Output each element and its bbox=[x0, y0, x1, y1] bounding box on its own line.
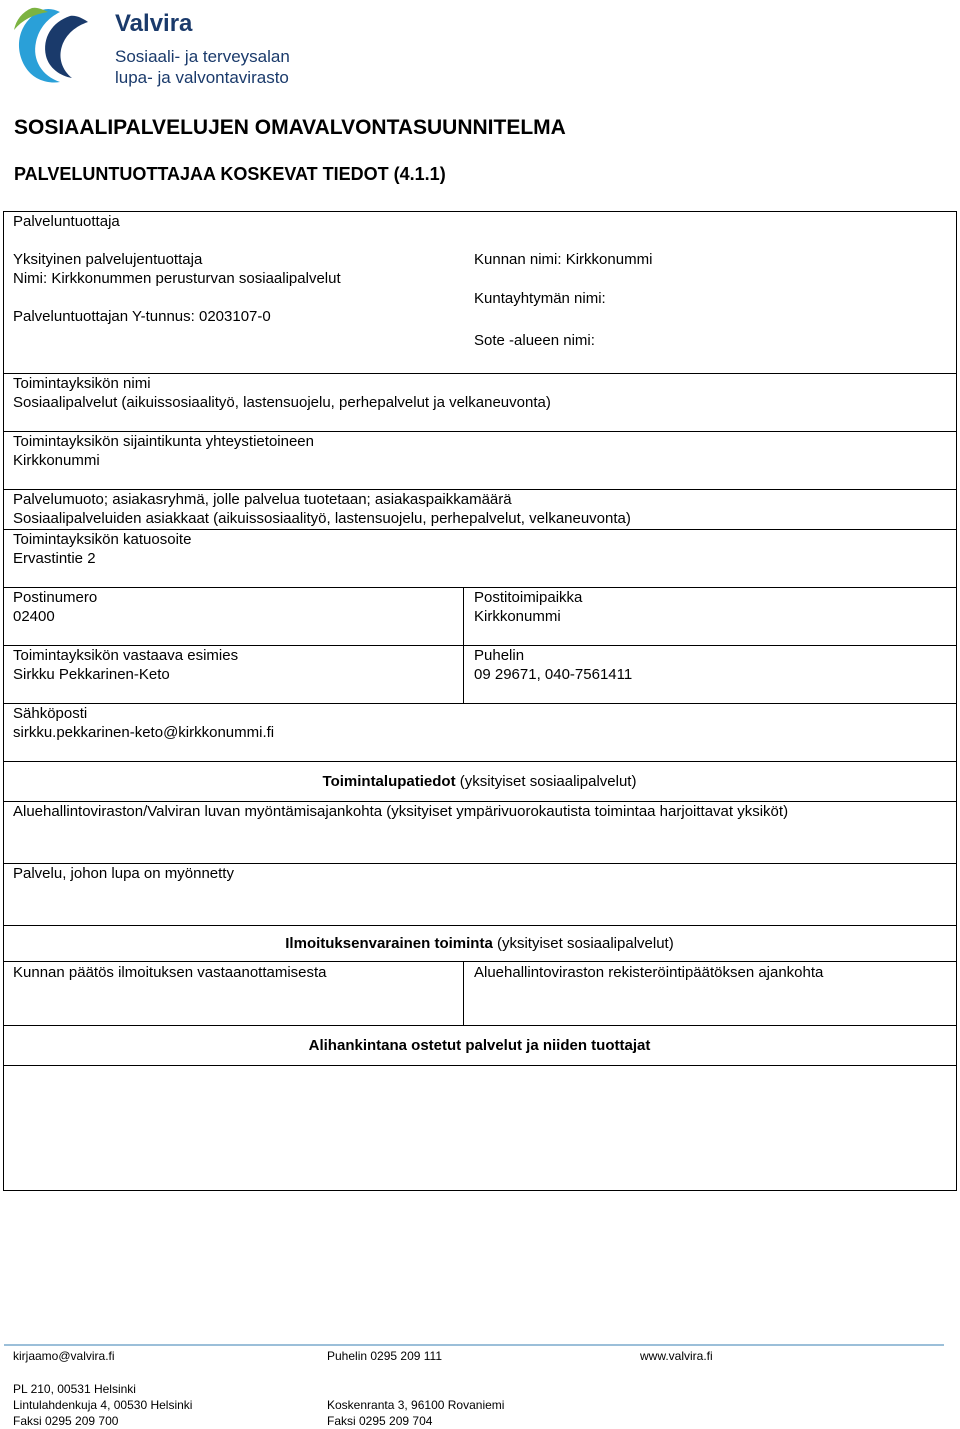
row-divider bbox=[3, 1065, 957, 1066]
street-label: Toimintayksikön katuosoite bbox=[13, 531, 192, 548]
manager-value: Sirkku Pekkarinen-Keto bbox=[13, 666, 170, 683]
street-value: Ervastintie 2 bbox=[13, 550, 96, 567]
phone-value: 09 29671, 040-7561411 bbox=[474, 666, 633, 683]
logo-subtitle bbox=[115, 46, 290, 88]
sote-area-name: Sote -alueen nimi: bbox=[474, 332, 595, 349]
unit-location-value: Kirkkonummi bbox=[13, 452, 100, 469]
footer-rovaniemi-fax: Faksi 0295 209 704 bbox=[327, 1414, 433, 1428]
row-divider bbox=[3, 1025, 957, 1026]
postcode-label: Postinumero bbox=[13, 589, 98, 606]
logo-line-1: Sosiaali- ja terveysalan bbox=[115, 47, 290, 66]
regional-decision-label: Aluehallintoviraston rekisteröintipäätöksen ajankohta bbox=[474, 964, 824, 981]
provider-name: Nimi: Kirkkonummen perusturvan sosiaalipalvelut bbox=[13, 270, 341, 287]
column-divider bbox=[463, 961, 464, 1025]
license-heading-bold: Toimintalupatiedot bbox=[322, 773, 456, 790]
email-label: Sähköposti bbox=[13, 705, 88, 722]
postoffice-label: Postitoimipaikka bbox=[474, 589, 583, 606]
row-divider bbox=[3, 961, 957, 962]
footer-helsinki-address: Lintulahdenkuja 4, 00530 Helsinki bbox=[13, 1398, 193, 1412]
license-date-label: Aluehallintoviraston/Valviran luvan myöntämisajankohta (yksityiset ympärivuorokautista toimintaa harjoittavat yksiköt) bbox=[13, 803, 789, 820]
subcontract-heading: Alihankintana ostetut palvelut ja niiden tuottajat bbox=[308, 1037, 651, 1054]
joint-authority-name: Kuntayhtymän nimi: bbox=[474, 290, 606, 307]
section-title: PALVELUNTUOTTAJAA KOSKEVAT TIEDOT (4.1.1) bbox=[14, 164, 446, 184]
postcode-value: 02400 bbox=[13, 608, 55, 625]
provider-type: Yksityinen palvelujentuottaja bbox=[13, 251, 203, 268]
provider-business-id: Palveluntuottajan Y-tunnus: 0203107-0 bbox=[13, 308, 271, 325]
service-value: Sosiaalipalveluiden asiakkaat (aikuissosiaalityö, lastensuojelu, perhepalvelut, velkaneuvonta) bbox=[13, 510, 631, 527]
provider-heading: Palveluntuottaja bbox=[13, 213, 120, 230]
footer-rovaniemi-address: Koskenranta 3, 96100 Rovaniemi bbox=[327, 1398, 505, 1412]
row-divider bbox=[3, 703, 957, 704]
valvira-logo bbox=[12, 6, 302, 86]
unit-name-value: Sosiaalipalvelut (aikuissosiaalityö, lastensuojelu, perhepalvelut ja velkaneuvonta) bbox=[13, 394, 551, 411]
manager-label: Toimintayksikön vastaava esimies bbox=[13, 647, 239, 664]
notice-heading-bold: Ilmoituksenvarainen toiminta bbox=[285, 935, 493, 952]
service-label: Palvelumuoto; asiakasryhmä, jolle palvelua tuotetaan; asiakaspaikkamäärä bbox=[13, 491, 512, 508]
footer-divider bbox=[4, 1344, 944, 1346]
unit-name-label: Toimintayksikön nimi bbox=[13, 375, 151, 392]
notice-heading bbox=[3, 934, 956, 953]
footer-phone: Puhelin 0295 209 111 bbox=[327, 1349, 442, 1363]
unit-location-label: Toimintayksikön sijaintikunta yhteystietoineen bbox=[13, 433, 314, 450]
valvira-logo-icon bbox=[12, 6, 102, 86]
license-heading-rest: (yksityiset sosiaalipalvelut) bbox=[455, 773, 637, 790]
notice-heading-rest: (yksityiset sosiaalipalvelut) bbox=[492, 935, 674, 952]
footer-helsinki-fax: Faksi 0295 209 700 bbox=[13, 1414, 119, 1428]
footer-web[interactable]: www.valvira.fi bbox=[640, 1349, 713, 1363]
email-value: sirkku.pekkarinen-keto@kirkkonummi.fi bbox=[13, 724, 275, 741]
municipality-name: Kunnan nimi: Kirkkonummi bbox=[474, 251, 653, 268]
row-divider bbox=[3, 925, 957, 926]
footer-email[interactable]: kirjaamo@valvira.fi bbox=[13, 1349, 115, 1363]
row-divider bbox=[3, 761, 957, 762]
logo-title: Valvira bbox=[115, 10, 193, 37]
municipal-decision-label: Kunnan päätös ilmoituksen vastaanottamisesta bbox=[13, 964, 327, 981]
column-divider bbox=[463, 587, 464, 703]
logo-line-2: lupa- ja valvontavirasto bbox=[115, 68, 289, 87]
license-heading bbox=[3, 772, 956, 791]
document-title: SOSIAALIPALVELUJEN OMAVALVONTASUUNNITELMA bbox=[14, 116, 566, 139]
phone-label: Puhelin bbox=[474, 647, 525, 664]
postoffice-value: Kirkkonummi bbox=[474, 608, 561, 625]
license-service-label: Palvelu, johon lupa on myönnetty bbox=[13, 865, 234, 882]
footer-helsinki-po-box: PL 210, 00531 Helsinki bbox=[13, 1382, 136, 1396]
